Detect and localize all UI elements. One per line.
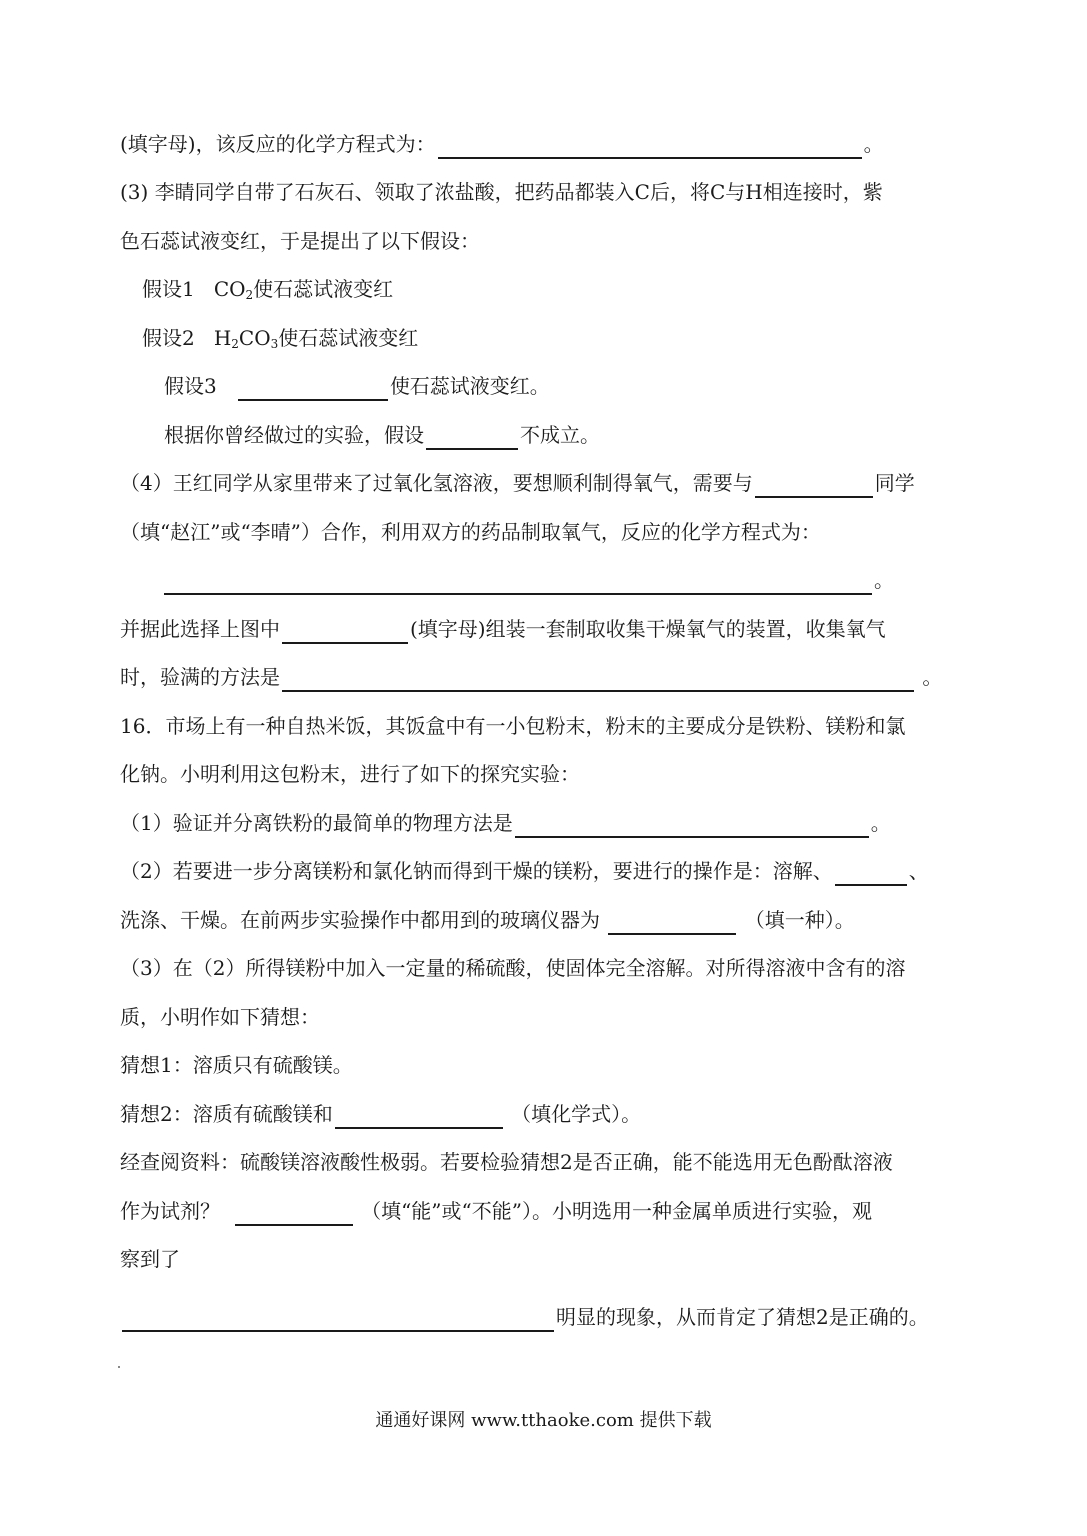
hypothesis-3: 假设3 使石蕊试液变红。	[164, 366, 550, 406]
hypothesis-judgement: 根据你曾经做过的实验，假设 不成立。	[164, 415, 600, 455]
answer-blank[interactable]	[238, 398, 388, 401]
q16-part3-line-2: 质，小明作如下猜想：	[120, 1005, 320, 1029]
q16-info-line-4: 明显的现象，从而肯定了猜想2是正确的。	[120, 1297, 929, 1337]
answer-blank[interactable]	[282, 641, 408, 644]
q16-intro-line-1: 16．市场上有一种自热米饭，其饭盒中有一小包粉末，粉末的主要成分是铁粉、镁粉和氯	[120, 714, 906, 738]
q15-text: (填字母)，该反应的化学方程式为：	[120, 132, 436, 156]
answer-blank[interactable]	[164, 592, 872, 595]
q16-part2-line-2: 洗涤、干燥。在前两步实验操作中都用到的玻璃仪器为 （填一种）。	[120, 900, 855, 940]
q15-part4-line-5: 时，验满的方法是 。	[120, 657, 942, 697]
q15-part3-line-1: (3) 李睛同学自带了石灰石、领取了浓盐酸，把药品都装入C后，将C与H相连接时，紫	[120, 180, 883, 204]
answer-blank[interactable]	[515, 835, 869, 838]
answer-blank[interactable]	[438, 156, 862, 159]
q16-info-line-2: 作为试剂？ （填“能”或“不能”）。小明选用一种金属单质进行实验，观	[120, 1191, 872, 1231]
answer-blank[interactable]	[122, 1329, 554, 1332]
q15-part4-line-1: （4）王红同学从家里带来了过氧化氢溶液，要想顺利制得氧气，需要与 同学	[120, 463, 915, 503]
q16-info-line-3: 察到了	[120, 1247, 180, 1271]
q15-part4-equation: 。	[162, 560, 894, 600]
q16-part1: （1）验证并分离铁粉的最简单的物理方法是 。	[120, 803, 891, 843]
q16-intro-line-2: 化钠。小明利用这包粉末，进行了如下的探究实验：	[120, 762, 580, 786]
scan-speck	[118, 1366, 120, 1368]
answer-blank[interactable]	[335, 1126, 503, 1129]
q15-part3-line-2: 色石蕊试液变红，于是提出了以下假设：	[120, 229, 480, 253]
q15-part4-line-4: 并据此选择上图中 (填字母)组装一套制取收集干燥氧气的装置，收集氧气	[120, 609, 886, 649]
answer-blank[interactable]	[755, 495, 873, 498]
answer-blank[interactable]	[426, 447, 518, 450]
q16-part2-line-1: （2）若要进一步分离镁粉和氯化钠而得到干燥的镁粉，要进行的操作是：溶解、 、	[120, 851, 929, 891]
answer-blank[interactable]	[282, 689, 914, 692]
q16-part3-line-1: （3）在（2）所得镁粉中加入一定量的稀硫酸，使固体完全溶解。对所得溶液中含有的溶	[120, 956, 906, 980]
q15-part4-line-2: （填“赵江”或“李晴”）合作，利用双方的药品制取氧气，反应的化学方程式为：	[120, 520, 821, 544]
hypothesis-1: 假设1 $CO_2$使石蕊试液变红	[142, 277, 394, 302]
q16-info-line-1: 经查阅资料：硫酸镁溶液酸性极弱。若要检验猜想2是否正确，能不能选用无色酚酞溶液	[120, 1150, 893, 1174]
q16-guess-1: 猜想1：溶质只有硫酸镁。	[120, 1053, 353, 1077]
answer-blank[interactable]	[608, 932, 736, 935]
answer-blank[interactable]	[235, 1223, 353, 1226]
answer-blank[interactable]	[835, 883, 907, 886]
page-footer: 通通好课网 www.tthaoke.com 提供下载	[375, 1410, 712, 1431]
q16-guess-2: 猜想2：溶质有硫酸镁和 （填化学式）。	[120, 1094, 641, 1134]
q15-line-1: (填字母)，该反应的化学方程式为： 。	[120, 124, 884, 164]
hypothesis-2: 假设2 $H_2CO_3$使石蕊试液变红	[142, 326, 419, 351]
